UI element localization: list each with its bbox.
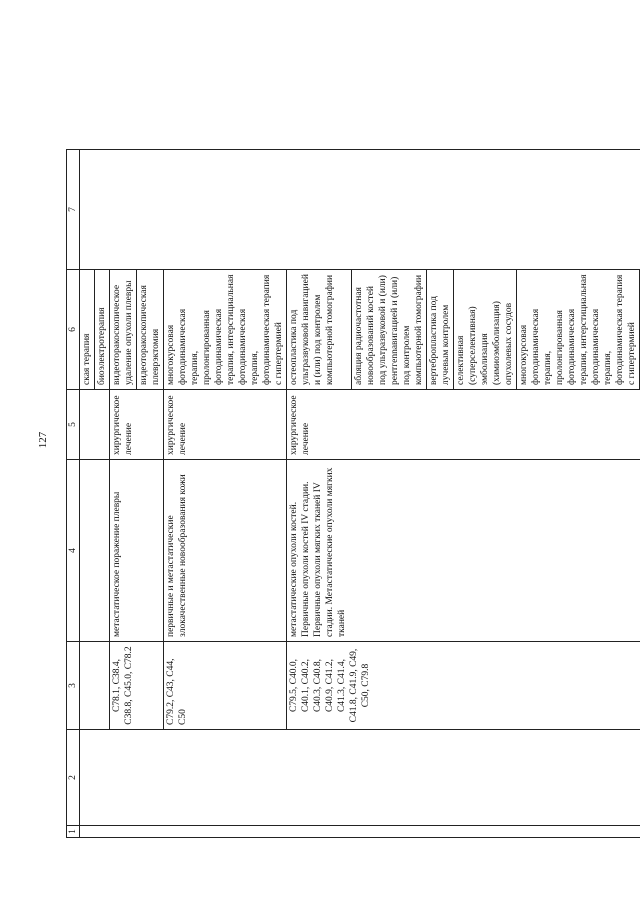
column-number-row (67, 69, 80, 838)
column-number: 6 (67, 270, 80, 390)
model-cell (80, 460, 110, 642)
cost-cell (80, 150, 640, 270)
column-number: 4 (67, 460, 80, 642)
group-number-cell (80, 826, 640, 838)
column-number: 3 (67, 642, 80, 730)
method-cell: абляция радиочастотная новообразований костей под ультразвуковой и (или) рентгennавигацией и (или) под контролем компьютерной томографии (352, 270, 427, 390)
page-number: 127 (37, 431, 49, 449)
codes-cell (80, 642, 110, 730)
column-number: 7 (67, 150, 80, 270)
codes-cell: C79.2, C43, C44, C50 (164, 642, 287, 730)
method-cell: видеоторакоскопическое удаление опухоли плевры (110, 270, 137, 390)
type-cell: хирургическое лечение (164, 390, 287, 460)
method-cell: многокурсовая фотодинамическая терапия, пролонгированная фотодинамическая терапия, интерстициальная фотодинамическая терапия, фотодинамическая терапия с гипертермией (164, 270, 287, 390)
model-cell: первичные и метастатические злокачественные новообразования кожи (164, 460, 287, 642)
type-cell (80, 390, 110, 460)
method-cell: селективная (суперселективная) эмболизация (химиоэмболизация) опухолевых сосудов (454, 270, 517, 390)
method-cell: остеопластика под ультразвуковой навигацией и (или) под контролем компьютерной томографии (287, 270, 352, 390)
type-cell: хирургическое лечение (287, 390, 640, 460)
model-cell: метастатические опухоли костей. Первичные опухоли костей IV стадии. Первичные опухоли мягких тканей IV стадии. Метастатические опухоли мягких тканей (287, 460, 640, 642)
method-cell: ская терапия (80, 270, 95, 390)
type-cell: хирургическое лечение (110, 390, 164, 460)
column-number: 5 (67, 390, 80, 460)
column-number: 2 (67, 730, 80, 826)
codes-cell: C79.5, C40.0, C40.1, C40.2, C40.3, C40.8, C40.9, C41.2, C41.3, C41.4, C41.8, C41.9, C49, C50, C79.8 (287, 642, 640, 730)
treatment-table (66, 68, 640, 838)
group-name-cell (80, 730, 640, 826)
codes-cell: C78.1, C38.4, C38.8, C45.0, C78.2 (110, 642, 164, 730)
method-cell: биоэлектротерапия (95, 270, 110, 390)
model-cell: метастатическое поражение плевры (110, 460, 164, 642)
method-cell: видеоторакоскопическая плеврэктомия (137, 270, 164, 390)
rotated-page-content (66, 68, 637, 838)
column-number: 1 (67, 826, 80, 838)
method-cell: вертебропластика под лучевым контролем (427, 270, 454, 390)
table-row (80, 69, 95, 838)
method-cell: многокурсовая фотодинамическая терапия, пролонгированная фотодинамическая терапия, интерстициальная фотодинамическая терапия, фотодинамическая терапия с гипертермией (517, 270, 640, 390)
